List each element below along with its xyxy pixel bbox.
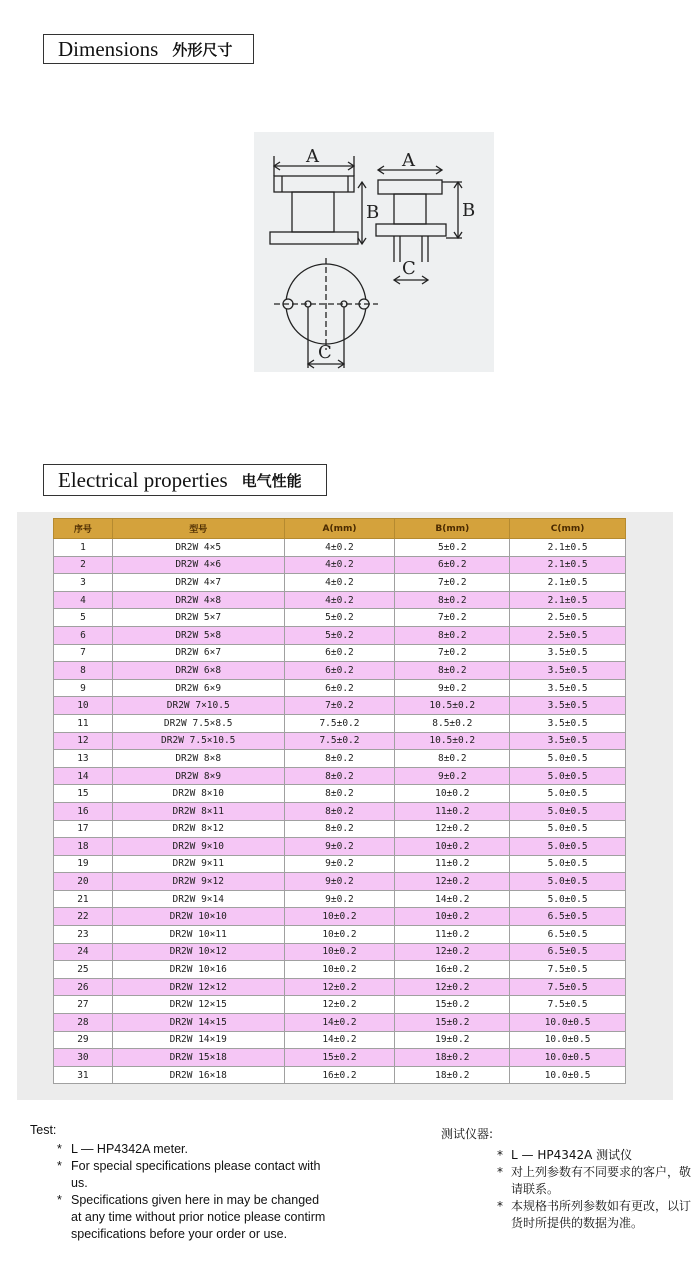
cell-c: 2.1±0.5 bbox=[510, 556, 626, 574]
header-model: 型号 bbox=[112, 519, 284, 539]
cell-model: DR2W 8×11 bbox=[112, 802, 284, 820]
cell-b: 18±0.2 bbox=[395, 1066, 510, 1084]
cell-c: 5.0±0.5 bbox=[510, 890, 626, 908]
bullet: * bbox=[57, 1193, 62, 1207]
table-row bbox=[54, 943, 626, 961]
cell-c: 10.0±0.5 bbox=[510, 1014, 626, 1032]
bullet: * bbox=[57, 1159, 62, 1173]
cell-model: DR2W 8×10 bbox=[112, 785, 284, 803]
test-notes-en bbox=[30, 1122, 330, 1243]
cell-index: 25 bbox=[54, 961, 113, 979]
cell-model: DR2W 4×8 bbox=[112, 591, 284, 609]
right-top-flange bbox=[378, 180, 442, 194]
cell-a: 7±0.2 bbox=[284, 697, 395, 715]
cell-c: 2.1±0.5 bbox=[510, 539, 626, 557]
table-row bbox=[54, 609, 626, 627]
cell-a: 7.5±0.2 bbox=[284, 714, 395, 732]
cell-b: 8±0.2 bbox=[395, 750, 510, 768]
cell-model: DR2W 9×14 bbox=[112, 890, 284, 908]
cell-model: DR2W 4×5 bbox=[112, 539, 284, 557]
table-row bbox=[54, 890, 626, 908]
cell-a: 5±0.2 bbox=[284, 626, 395, 644]
cell-model: DR2W 10×16 bbox=[112, 961, 284, 979]
cell-index: 12 bbox=[54, 732, 113, 750]
cell-index: 3 bbox=[54, 574, 113, 592]
cell-c: 6.5±0.5 bbox=[510, 926, 626, 944]
cell-a: 4±0.2 bbox=[284, 591, 395, 609]
cell-a: 14±0.2 bbox=[284, 1014, 395, 1032]
cell-b: 8.5±0.2 bbox=[395, 714, 510, 732]
left-core bbox=[292, 192, 334, 232]
cell-model: DR2W 9×10 bbox=[112, 838, 284, 856]
cell-index: 29 bbox=[54, 1031, 113, 1049]
cell-model: DR2W 8×8 bbox=[112, 750, 284, 768]
cell-index: 22 bbox=[54, 908, 113, 926]
test-en-item-3: Specifications given here in may be changed at any time without prior notice please contirm specifications before your order or use. bbox=[71, 1193, 326, 1241]
cell-index: 1 bbox=[54, 539, 113, 557]
table-row bbox=[54, 996, 626, 1014]
cell-index: 9 bbox=[54, 679, 113, 697]
cell-model: DR2W 7×10.5 bbox=[112, 697, 284, 715]
test-cn-item-1: L — HP4342A 测试仪 bbox=[511, 1148, 633, 1162]
list-item bbox=[57, 1158, 330, 1192]
cell-model: DR2W 7.5×8.5 bbox=[112, 714, 284, 732]
cell-index: 11 bbox=[54, 714, 113, 732]
cell-model: DR2W 14×15 bbox=[112, 1014, 284, 1032]
cell-model: DR2W 9×12 bbox=[112, 873, 284, 891]
table-row bbox=[54, 626, 626, 644]
cell-a: 7.5±0.2 bbox=[284, 732, 395, 750]
cell-index: 24 bbox=[54, 943, 113, 961]
cell-a: 8±0.2 bbox=[284, 802, 395, 820]
cell-b: 7±0.2 bbox=[395, 609, 510, 627]
cell-c: 5.0±0.5 bbox=[510, 838, 626, 856]
cell-a: 10±0.2 bbox=[284, 943, 395, 961]
bullet: * bbox=[497, 1199, 503, 1213]
cell-c: 5.0±0.5 bbox=[510, 767, 626, 785]
cell-a: 8±0.2 bbox=[284, 750, 395, 768]
cell-a: 6±0.2 bbox=[284, 644, 395, 662]
cell-b: 10±0.2 bbox=[395, 908, 510, 926]
cell-model: DR2W 10×11 bbox=[112, 926, 284, 944]
table-row bbox=[54, 750, 626, 768]
cell-c: 10.0±0.5 bbox=[510, 1066, 626, 1084]
cell-model: DR2W 15×18 bbox=[112, 1049, 284, 1067]
cell-model: DR2W 10×10 bbox=[112, 908, 284, 926]
cell-b: 5±0.2 bbox=[395, 539, 510, 557]
test-notes-cn bbox=[441, 1126, 691, 1232]
cell-b: 12±0.2 bbox=[395, 978, 510, 996]
cell-index: 27 bbox=[54, 996, 113, 1014]
table-row bbox=[54, 820, 626, 838]
cell-c: 5.0±0.5 bbox=[510, 855, 626, 873]
table-row bbox=[54, 855, 626, 873]
list-item bbox=[497, 1198, 691, 1232]
electrical-title-cn: 电气性能 bbox=[241, 471, 302, 490]
cell-c: 5.0±0.5 bbox=[510, 873, 626, 891]
cell-a: 12±0.2 bbox=[284, 996, 395, 1014]
cell-a: 8±0.2 bbox=[284, 767, 395, 785]
label-b-right: B bbox=[462, 200, 476, 221]
bullet: * bbox=[57, 1142, 62, 1156]
table-row bbox=[54, 1066, 626, 1084]
test-label-en: Test: bbox=[30, 1123, 57, 1137]
cell-b: 19±0.2 bbox=[395, 1031, 510, 1049]
cell-index: 26 bbox=[54, 978, 113, 996]
cell-a: 5±0.2 bbox=[284, 609, 395, 627]
cell-a: 9±0.2 bbox=[284, 873, 395, 891]
test-en-item-1: L — HP4342A meter. bbox=[71, 1142, 188, 1156]
list-item bbox=[57, 1141, 330, 1158]
dimensions-title-en: Dimensions bbox=[58, 36, 159, 61]
cell-c: 5.0±0.5 bbox=[510, 750, 626, 768]
table-row bbox=[54, 873, 626, 891]
cell-index: 31 bbox=[54, 1066, 113, 1084]
cell-index: 6 bbox=[54, 626, 113, 644]
cell-index: 5 bbox=[54, 609, 113, 627]
header-c: C(mm) bbox=[510, 519, 626, 539]
cell-b: 7±0.2 bbox=[395, 644, 510, 662]
cell-b: 7±0.2 bbox=[395, 574, 510, 592]
cell-c: 7.5±0.5 bbox=[510, 996, 626, 1014]
cell-c: 3.5±0.5 bbox=[510, 714, 626, 732]
cell-c: 3.5±0.5 bbox=[510, 732, 626, 750]
cell-b: 11±0.2 bbox=[395, 855, 510, 873]
cell-c: 2.5±0.5 bbox=[510, 609, 626, 627]
cell-a: 4±0.2 bbox=[284, 574, 395, 592]
cell-model: DR2W 14×19 bbox=[112, 1031, 284, 1049]
table-row bbox=[54, 1049, 626, 1067]
table-row bbox=[54, 908, 626, 926]
cell-c: 3.5±0.5 bbox=[510, 697, 626, 715]
table-row bbox=[54, 767, 626, 785]
table-row bbox=[54, 591, 626, 609]
left-bottom-flange bbox=[270, 232, 358, 244]
label-c-right: C bbox=[402, 258, 416, 279]
label-b-left: B bbox=[366, 202, 380, 223]
cell-a: 6±0.2 bbox=[284, 662, 395, 680]
cell-b: 12±0.2 bbox=[395, 820, 510, 838]
list-item bbox=[57, 1192, 330, 1243]
cell-b: 9±0.2 bbox=[395, 679, 510, 697]
dimensions-title-cn: 外形尺寸 bbox=[172, 40, 233, 59]
cell-index: 2 bbox=[54, 556, 113, 574]
table-row bbox=[54, 978, 626, 996]
cell-a: 8±0.2 bbox=[284, 820, 395, 838]
cell-c: 7.5±0.5 bbox=[510, 961, 626, 979]
electrical-title-en: Electrical properties bbox=[58, 467, 228, 492]
dimension-drawing-svg bbox=[254, 132, 494, 372]
cell-index: 14 bbox=[54, 767, 113, 785]
cell-index: 21 bbox=[54, 890, 113, 908]
test-label-cn: 测试仪器: bbox=[441, 1127, 494, 1141]
cell-a: 6±0.2 bbox=[284, 679, 395, 697]
cell-c: 2.5±0.5 bbox=[510, 626, 626, 644]
cell-b: 8±0.2 bbox=[395, 591, 510, 609]
table-row bbox=[54, 697, 626, 715]
cell-b: 14±0.2 bbox=[395, 890, 510, 908]
cell-model: DR2W 10×12 bbox=[112, 943, 284, 961]
cell-b: 12±0.2 bbox=[395, 873, 510, 891]
cell-model: DR2W 12×12 bbox=[112, 978, 284, 996]
cell-index: 20 bbox=[54, 873, 113, 891]
cell-index: 28 bbox=[54, 1014, 113, 1032]
header-index: 序号 bbox=[54, 519, 113, 539]
table-row bbox=[54, 732, 626, 750]
bullet: * bbox=[497, 1165, 503, 1179]
right-bottom-flange bbox=[376, 224, 446, 236]
cell-a: 10±0.2 bbox=[284, 961, 395, 979]
cell-c: 5.0±0.5 bbox=[510, 820, 626, 838]
cell-model: DR2W 16×18 bbox=[112, 1066, 284, 1084]
list-item bbox=[497, 1164, 691, 1198]
cell-c: 2.1±0.5 bbox=[510, 574, 626, 592]
cell-c: 3.5±0.5 bbox=[510, 679, 626, 697]
table-row bbox=[54, 556, 626, 574]
cell-a: 4±0.2 bbox=[284, 539, 395, 557]
cell-b: 10.5±0.2 bbox=[395, 697, 510, 715]
cell-c: 6.5±0.5 bbox=[510, 908, 626, 926]
cell-c: 5.0±0.5 bbox=[510, 802, 626, 820]
cell-b: 12±0.2 bbox=[395, 943, 510, 961]
cell-c: 3.5±0.5 bbox=[510, 644, 626, 662]
cell-index: 8 bbox=[54, 662, 113, 680]
table-row bbox=[54, 1031, 626, 1049]
cell-index: 4 bbox=[54, 591, 113, 609]
cell-a: 9±0.2 bbox=[284, 838, 395, 856]
left-top-flange bbox=[274, 176, 354, 192]
table-body bbox=[54, 539, 626, 1084]
cell-model: DR2W 8×12 bbox=[112, 820, 284, 838]
table-row bbox=[54, 785, 626, 803]
cell-b: 10.5±0.2 bbox=[395, 732, 510, 750]
test-cn-item-3: 本规格书所列参数如有更改，以订货时所提供的数据为准。 bbox=[511, 1199, 692, 1230]
cell-a: 15±0.2 bbox=[284, 1049, 395, 1067]
cell-model: DR2W 6×9 bbox=[112, 679, 284, 697]
cell-model: DR2W 6×8 bbox=[112, 662, 284, 680]
spec-table-panel bbox=[17, 512, 673, 1100]
cell-a: 4±0.2 bbox=[284, 556, 395, 574]
bullet: * bbox=[497, 1148, 503, 1162]
cell-index: 13 bbox=[54, 750, 113, 768]
test-cn-item-2: 对上列参数有不同要求的客户，敬请联系。 bbox=[511, 1165, 692, 1196]
cell-a: 8±0.2 bbox=[284, 785, 395, 803]
cell-c: 2.1±0.5 bbox=[510, 591, 626, 609]
list-item bbox=[497, 1147, 691, 1164]
cell-b: 16±0.2 bbox=[395, 961, 510, 979]
cell-b: 8±0.2 bbox=[395, 662, 510, 680]
header-b: B(mm) bbox=[395, 519, 510, 539]
cell-index: 30 bbox=[54, 1049, 113, 1067]
dimension-drawing bbox=[254, 132, 494, 372]
label-a-left: A bbox=[306, 146, 319, 167]
table-row bbox=[54, 662, 626, 680]
cell-b: 10±0.2 bbox=[395, 785, 510, 803]
table-row bbox=[54, 574, 626, 592]
cell-index: 17 bbox=[54, 820, 113, 838]
cell-model: DR2W 4×7 bbox=[112, 574, 284, 592]
cell-a: 9±0.2 bbox=[284, 890, 395, 908]
right-core bbox=[394, 194, 426, 224]
cell-c: 5.0±0.5 bbox=[510, 785, 626, 803]
cell-a: 9±0.2 bbox=[284, 855, 395, 873]
cell-a: 14±0.2 bbox=[284, 1031, 395, 1049]
header-a: A(mm) bbox=[284, 519, 395, 539]
electrical-heading bbox=[43, 464, 327, 496]
cell-c: 10.0±0.5 bbox=[510, 1031, 626, 1049]
cell-c: 3.5±0.5 bbox=[510, 662, 626, 680]
cell-model: DR2W 5×7 bbox=[112, 609, 284, 627]
cell-model: DR2W 9×11 bbox=[112, 855, 284, 873]
cell-b: 18±0.2 bbox=[395, 1049, 510, 1067]
cell-b: 15±0.2 bbox=[395, 1014, 510, 1032]
cell-index: 15 bbox=[54, 785, 113, 803]
cell-index: 16 bbox=[54, 802, 113, 820]
cell-b: 9±0.2 bbox=[395, 767, 510, 785]
table-row bbox=[54, 714, 626, 732]
cell-index: 23 bbox=[54, 926, 113, 944]
table-row bbox=[54, 1014, 626, 1032]
label-c-bottom: C bbox=[318, 342, 332, 363]
cell-b: 6±0.2 bbox=[395, 556, 510, 574]
table-row bbox=[54, 926, 626, 944]
cell-a: 12±0.2 bbox=[284, 978, 395, 996]
cell-a: 16±0.2 bbox=[284, 1066, 395, 1084]
spec-table bbox=[53, 518, 626, 1084]
dimensions-heading bbox=[43, 34, 254, 64]
cell-b: 10±0.2 bbox=[395, 838, 510, 856]
test-en-item-2: For special specifications please contact with us. bbox=[71, 1159, 321, 1190]
table-row bbox=[54, 961, 626, 979]
table-row bbox=[54, 644, 626, 662]
cell-index: 18 bbox=[54, 838, 113, 856]
cell-b: 11±0.2 bbox=[395, 926, 510, 944]
table-row bbox=[54, 838, 626, 856]
cell-model: DR2W 8×9 bbox=[112, 767, 284, 785]
cell-c: 10.0±0.5 bbox=[510, 1049, 626, 1067]
cell-c: 6.5±0.5 bbox=[510, 943, 626, 961]
cell-model: DR2W 5×8 bbox=[112, 626, 284, 644]
cell-model: DR2W 4×6 bbox=[112, 556, 284, 574]
cell-index: 19 bbox=[54, 855, 113, 873]
cell-model: DR2W 6×7 bbox=[112, 644, 284, 662]
cell-a: 10±0.2 bbox=[284, 926, 395, 944]
cell-model: DR2W 12×15 bbox=[112, 996, 284, 1014]
cell-b: 15±0.2 bbox=[395, 996, 510, 1014]
table-row bbox=[54, 802, 626, 820]
cell-c: 7.5±0.5 bbox=[510, 978, 626, 996]
cell-a: 10±0.2 bbox=[284, 908, 395, 926]
table-header-row bbox=[54, 519, 626, 539]
table-row bbox=[54, 679, 626, 697]
cell-b: 11±0.2 bbox=[395, 802, 510, 820]
cell-index: 7 bbox=[54, 644, 113, 662]
cell-b: 8±0.2 bbox=[395, 626, 510, 644]
cell-model: DR2W 7.5×10.5 bbox=[112, 732, 284, 750]
cell-index: 10 bbox=[54, 697, 113, 715]
label-a-right: A bbox=[402, 150, 415, 171]
table-row bbox=[54, 539, 626, 557]
